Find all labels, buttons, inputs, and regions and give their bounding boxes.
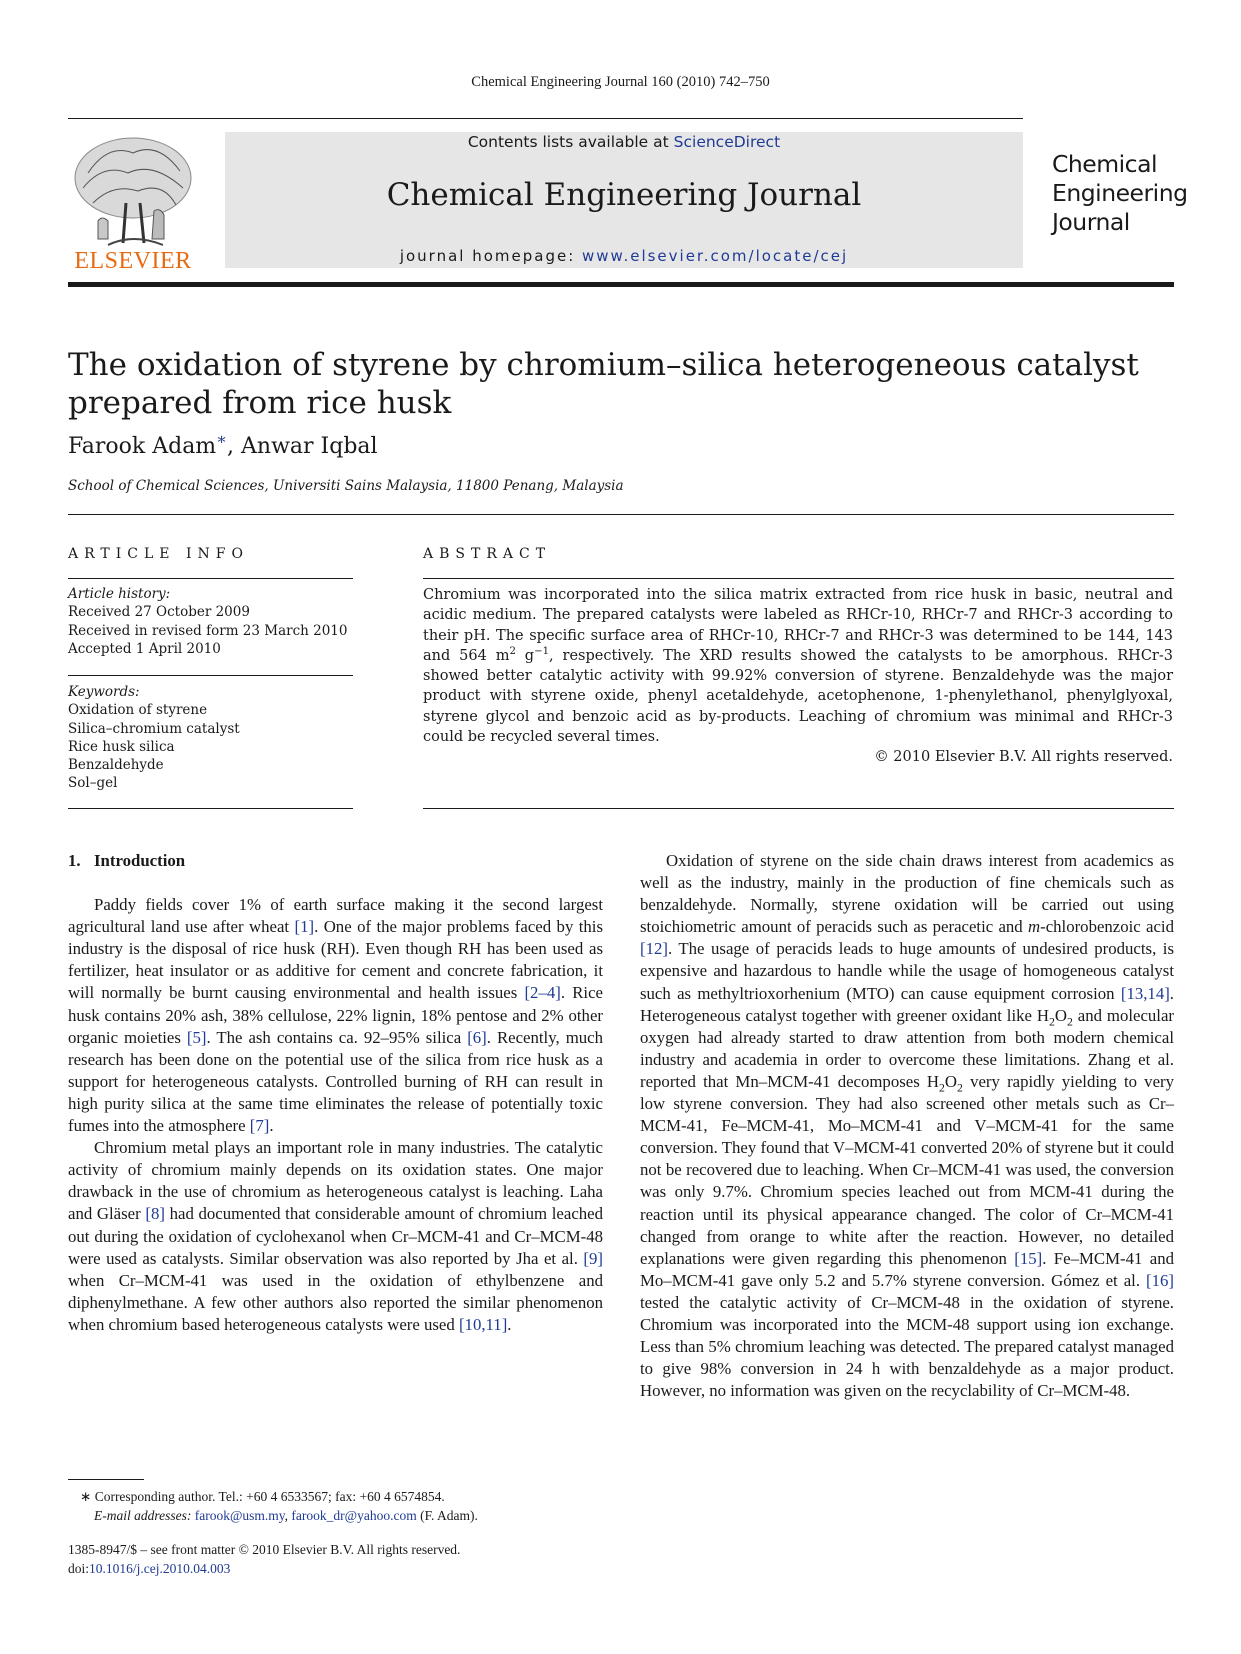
journal-banner [225, 132, 1023, 268]
header-rule [68, 118, 1023, 119]
author-name: Anwar Iqbal [241, 434, 378, 459]
citation-link[interactable]: [7] [249, 1116, 270, 1136]
abstract-heading: ABSTRACT [423, 546, 552, 562]
elsevier-wordmark: ELSEVIER [74, 248, 192, 274]
email-suffix: (F. Adam). [416, 1508, 478, 1523]
footnote-mark: ∗ [80, 1489, 92, 1504]
abstract-rule [423, 578, 1174, 579]
paragraph: Oxidation of styrene on the side chain draws interest from academics as well as the industry, mainly in the production of fine chemicals such as benzaldehyde. Normally, styrene oxidation will be carried out using stoichiometric amount of peracids such as peracetic and m-chlorobenzoic acid [12]. The usage of peracids leads to huge amounts of undesired products, is expensive and hazardous to handle while the usage of homogeneous catalyst such as methyltrioxorhenium (MTO) can cause equipment corrosion [13,14]. Heterogeneous catalyst together with greener oxidant like $H_2O_2$ and molecular oxygen had already started to draw attention from both modern chemical industry and academia in order to overcome these limitations. Zhang et al. reported that Mn–MCM-41 decomposes $H_2O_2$ very rapidly yielding to very low styrene conversion. They had also screened other metals such as Cr–MCM-41, Fe–MCM-41, Mo–MCM-41 and V–MCM-41 for the same conversion. They found that V–MCM-41 converted 20% of styrene but it could not be recovered due to leaching. When Cr–MCM-41 was used, the conversion was only 9.7%. Chromium species leached out from MCM-41 during the reaction until its physical appearance changed. The color of Cr–MCM-41 changed from orange to white after the reaction. However, no detailed explanations were given regarding this phenomenon [15]. Fe–MCM-41 and Mo–MCM-41 gave only 5.2 and 5.7% styrene conversion. Gómez et al. [16] tested the catalytic activity of Cr–MCM-48 in the oxidation of styrene. Chromium was incorporated into the MCM-48 support using ion exchange. Less than 5% chromium leaching was detected. The prepared catalyst managed to give 98% conversion in 24 h with benzaldehyde as a major product. However, no information was given on the recyclability of Cr–MCM-48. [640, 851, 1174, 1401]
body-column-left [68, 850, 603, 1336]
citation-link[interactable]: [12] [640, 939, 668, 959]
citation-link[interactable]: [9] [583, 1248, 603, 1268]
article-info-heading: ARTICLE INFO [68, 546, 249, 562]
homepage-prefix: journal homepage: [399, 247, 583, 265]
keyword-item: Silica–chromium catalyst [68, 720, 240, 737]
email-link[interactable]: farook_dr@yahoo.com [291, 1508, 417, 1523]
contents-line [225, 133, 1023, 151]
abstract-sup: −1 [534, 646, 550, 658]
cover-title-line: Journal [1052, 208, 1130, 236]
abstract-bottom-rule [423, 808, 1174, 809]
email-label: E-mail addresses: [94, 1508, 192, 1523]
email-link[interactable]: farook@usm.my [194, 1508, 285, 1523]
email-separator: , [284, 1508, 292, 1523]
footnote-text: Corresponding author. Tel.: +60 4 6533567; fax: +60 4 6574854. [91, 1489, 445, 1504]
body-column-right [640, 850, 1174, 1402]
citation-link[interactable]: [8] [145, 1204, 165, 1224]
keyword-item: Sol–gel [68, 775, 118, 792]
abstract-sup: 2 [509, 646, 516, 658]
abstract-part: , respectively. The XRD results showed the catalysts to be amorphous. RHCr-3 showed better catalytic activity with 99.92% conversion of styrene. Benzaldehyde was the major product with styrene oxide, phenyl acetaldehyde, acetophenone, 1-phenylethanol, phenylglyoxal, styrene glycol and benzoic acid as by-products. Leaching of chromium was minimal and RHCr-3 could be recycled several times. [423, 647, 1173, 746]
keyword-item: Benzaldehyde [68, 757, 164, 774]
history-item: Received 27 October 2009 [68, 604, 250, 621]
affiliation: School of Chemical Sciences, Universiti Sains Malaysia, 11800 Penang, Malaysia [68, 478, 624, 494]
abstract-text [423, 585, 1173, 768]
author-separator: , [227, 434, 242, 459]
homepage-line [225, 247, 1023, 265]
citation-link[interactable]: [5] [186, 1027, 207, 1047]
doi-link[interactable]: 10.1016/j.cej.2010.04.003 [89, 1561, 231, 1576]
elsevier-logo[interactable] [68, 133, 198, 273]
header-thick-rule [68, 282, 1174, 287]
footnote [68, 1487, 603, 1525]
article-history [68, 585, 353, 658]
author-name: Farook Adam [68, 434, 217, 459]
homepage-link[interactable]: www.elsevier.com/locate/cej [582, 247, 849, 265]
journal-name: Chemical Engineering Journal [386, 177, 862, 213]
issn-line: 1385-8947/$ – see front matter © 2010 Elsevier B.V. All rights reserved. [68, 1542, 461, 1557]
history-item: Accepted 1 April 2010 [68, 640, 221, 657]
contents-prefix: Contents lists available at [467, 133, 674, 151]
citation-link[interactable]: [1] [294, 917, 315, 937]
section-title: Introduction [94, 851, 186, 870]
citation-link[interactable]: [10,11] [458, 1314, 508, 1334]
keyword-item: Oxidation of styrene [68, 702, 208, 719]
corresponding-author-mark[interactable]: ∗ [216, 429, 228, 449]
article-info-rule [68, 578, 353, 579]
abstract-part: g [515, 647, 535, 664]
section-number: 1. [68, 851, 81, 870]
article-info-bottom-rule [68, 808, 353, 809]
keywords-rule [68, 675, 353, 676]
page-footer [68, 1540, 603, 1578]
author-list [68, 429, 378, 459]
paragraph: Chromium metal plays an important role in many industries. The catalytic activity of chromium mainly depends on its oxidation states. One major drawback in the use of chromium as heterogeneous catalyst is leaching. Laha and Gläser [8] had documented that considerable amount of chromium leached out during the oxidation of cyclohexanol when Cr–MCM-41 and Cr–MCM-48 were used as catalysts. Similar observation was also reported by Jha et al. [9] when Cr–MCM-41 was used in the oxidation of ethylbenzene and diphenylmethane. A few other authors also reported the similar phenomenon when chromium based heterogeneous catalysts were used [10,11]. [68, 1138, 603, 1334]
title-rule [68, 514, 1174, 515]
keywords [68, 683, 353, 793]
doi-prefix: doi: [68, 1561, 90, 1576]
citation-link[interactable]: [15] [1014, 1248, 1043, 1268]
abstract-part: Chromium was incorporated into the silica matrix extracted from rice husk in basic, neutral and acidic medium. The prepared catalysts were labeled as RHCr-10, RHCr-7 and RHCr-3 according to their pH. The specific surface area of RHCr-10, RHCr-7 and RHCr-3 was determined to be 144, 143 and 564 m [423, 587, 1173, 664]
running-head: Chemical Engineering Journal 160 (2010) 742–750 [471, 74, 770, 90]
citation-link[interactable]: [2–4] [524, 983, 561, 1003]
journal-cover-title [1052, 150, 1232, 237]
history-item: Received in revised form 23 March 2010 [68, 622, 348, 639]
keyword-item: Rice husk silica [68, 738, 175, 755]
sciencedirect-link[interactable]: ScienceDirect [673, 133, 781, 151]
citation-link[interactable]: [6] [467, 1027, 487, 1047]
cover-title-line: Engineering [1052, 179, 1188, 207]
keywords-label: Keywords: [68, 684, 140, 700]
section-heading [68, 850, 603, 872]
cover-title-line: Chemical [1052, 150, 1158, 178]
citation-link[interactable]: [16] [1146, 1270, 1174, 1290]
paragraph: Paddy fields cover 1% of earth surface making it the second largest agricultural land use after wheat [1]. One of the major problems faced by this industry is the disposal of rice husk (RH). Even though RH has been used as fertilizer, heat insulator or as additive for cement and concrete fabrication, it will normally be burnt causing environmental and health issues [2–4]. Rice husk contains 20% ash, 38% cellulose, 22% lignin, 18% pentose and 2% other organic moieties [5]. The ash contains ca. 92–95% silica [6]. Recently, much research has been done on the potential use of the silica from rice husk as a support for heterogeneous catalysts. Controlled burning of RH can result in high purity silica at the same time eliminates the release of potentially toxic fumes into the atmosphere [7]. [68, 895, 603, 1136]
citation-link[interactable]: [13,14] [1120, 983, 1170, 1003]
article-title: The oxidation of styrene by chromium–silica heterogeneous catalyst prepared from rice husk [68, 347, 1139, 421]
footnote-rule [68, 1479, 144, 1480]
abstract-copyright: © 2010 Elsevier B.V. All rights reserved. [874, 749, 1173, 766]
history-label: Article history: [68, 586, 171, 602]
